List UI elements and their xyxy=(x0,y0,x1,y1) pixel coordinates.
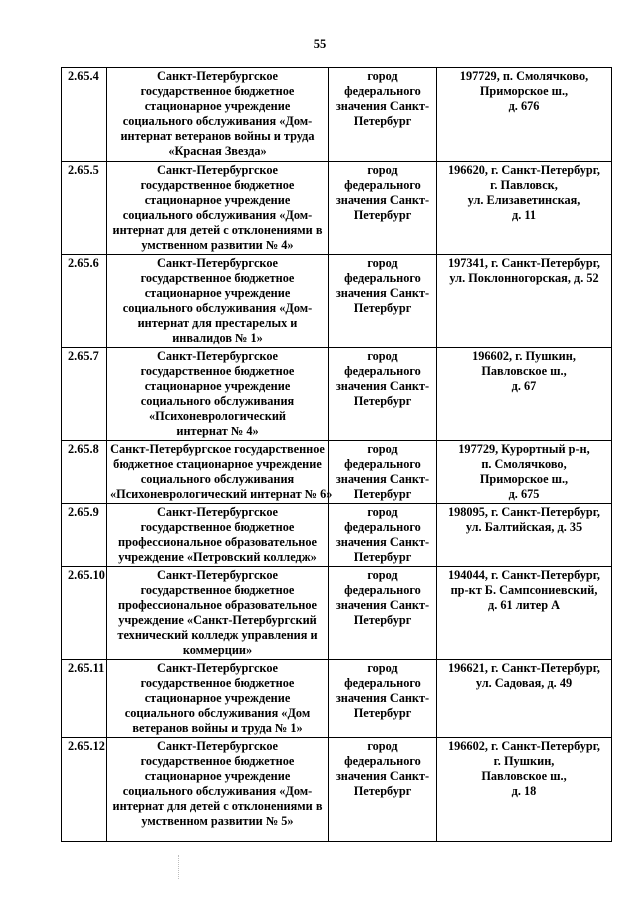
address-line: 194044, г. Санкт-Петербург, xyxy=(447,568,601,582)
table-row xyxy=(62,162,612,255)
address-line: д. 676 xyxy=(508,99,540,113)
institution-name-line: социального обслуживания xyxy=(140,394,295,408)
address-line: д. 61 литер А xyxy=(487,598,561,612)
city-type-line: Петербург xyxy=(353,394,412,408)
institution-name-line: стационарное учреждение xyxy=(144,286,291,300)
institution-name-line: интернат № 4» xyxy=(176,424,259,438)
institution-name-line: интернат для престарелых и xyxy=(137,316,298,330)
city-type-cell xyxy=(329,441,437,504)
institution-name-line: «Красная Звезда» xyxy=(168,144,267,158)
address-line: 197729, п. Смолячково, xyxy=(459,69,589,83)
address-line: 196620, г. Санкт-Петербург, xyxy=(447,163,601,177)
address-line: 196621, г. Санкт-Петербург, xyxy=(447,661,601,675)
city-type-line: город xyxy=(367,661,398,675)
address-line: Павловское ш., xyxy=(481,769,567,783)
table-row xyxy=(62,441,612,504)
institution-name-line: Санкт-Петербургское государственное xyxy=(110,442,325,456)
city-type-line: значения Санкт- xyxy=(335,472,430,486)
city-type-line: федерального xyxy=(344,84,421,98)
table-row xyxy=(62,348,612,441)
address-line: д. 11 xyxy=(512,208,536,222)
city-type-line: Петербург xyxy=(353,550,412,564)
table-row xyxy=(62,68,612,162)
address-line: д. 18 xyxy=(511,784,537,798)
institution-name-line: государственное бюджетное xyxy=(140,676,295,690)
address-cell xyxy=(437,660,612,738)
institution-name-line: технический колледж управления и xyxy=(117,628,318,642)
city-type-line: город xyxy=(367,69,398,83)
institution-name-line: учреждение «Санкт-Петербургский xyxy=(118,613,317,627)
institution-name-line: социального обслуживания «Дом xyxy=(124,706,311,720)
institution-name-line: стационарное учреждение xyxy=(144,193,291,207)
row-number: 2.65.12 xyxy=(62,738,107,842)
address-cell xyxy=(437,567,612,660)
scan-mark xyxy=(178,855,181,879)
city-type-line: федерального xyxy=(344,676,421,690)
table-body xyxy=(62,68,612,842)
city-type-line: значения Санкт- xyxy=(335,379,430,393)
address-cell xyxy=(437,68,612,162)
address-line: 196602, г. Санкт-Петербург, xyxy=(447,739,601,753)
address-line: г. Павловск, xyxy=(490,178,558,192)
institution-name-line: коммерции» xyxy=(182,643,253,657)
city-type-line: Петербург xyxy=(353,706,412,720)
address-line: 196602, г. Пушкин, xyxy=(472,349,576,363)
address-cell xyxy=(437,162,612,255)
city-type-line: федерального xyxy=(344,520,421,534)
city-type-line: Петербург xyxy=(353,613,412,627)
city-type-cell xyxy=(329,162,437,255)
institution-name-line: «Психоневрологический xyxy=(148,409,287,423)
address-line: г. Пушкин, xyxy=(493,754,555,768)
institution-name-line: Санкт-Петербургское xyxy=(157,69,278,83)
city-type-line: Петербург xyxy=(353,301,412,315)
institution-name-line: стационарное учреждение xyxy=(144,99,291,113)
address-cell xyxy=(437,441,612,504)
address-cell xyxy=(437,504,612,567)
institution-name-line: социального обслуживания xyxy=(140,472,295,486)
city-type-line: федерального xyxy=(344,178,421,192)
city-type-line: город xyxy=(367,739,398,753)
city-type-cell xyxy=(329,660,437,738)
city-type-line: город xyxy=(367,163,398,177)
row-number: 2.65.7 xyxy=(62,348,107,441)
address-line: ул. Елизаветинская, xyxy=(467,193,581,207)
city-type-line: Петербург xyxy=(353,784,412,798)
institution-name-cell xyxy=(107,660,329,738)
address-line: пр-кт Б. Сампсониевский, xyxy=(450,583,598,597)
institution-name-line: стационарное учреждение xyxy=(144,691,291,705)
address-cell xyxy=(437,348,612,441)
city-type-line: город xyxy=(367,568,398,582)
institution-name-line: Санкт-Петербургское xyxy=(157,349,278,363)
city-type-cell xyxy=(329,738,437,842)
page-number: 55 xyxy=(313,37,327,51)
row-number: 2.65.8 xyxy=(62,441,107,504)
city-type-line: федерального xyxy=(344,271,421,285)
institution-name-line: «Психоневрологический интернат № 6» xyxy=(110,487,333,501)
institution-name-line: Санкт-Петербургское xyxy=(157,568,278,582)
institution-name-line: ветеранов войны и труда № 1» xyxy=(132,721,303,735)
address-line: ул. Балтийская, д. 35 xyxy=(465,520,583,534)
institution-name-line: профессиональное образовательное xyxy=(118,535,317,549)
institution-name-line: Санкт-Петербургское xyxy=(157,163,278,177)
row-number: 2.65.4 xyxy=(62,68,107,162)
address-line: д. 67 xyxy=(511,379,537,393)
institution-name-line: Санкт-Петербургское xyxy=(157,256,278,270)
row-number: 2.65.9 xyxy=(62,504,107,567)
institution-name-cell xyxy=(107,441,333,504)
institutions-table xyxy=(61,67,612,842)
city-type-cell xyxy=(329,504,437,567)
institution-name-line: социального обслуживания «Дом- xyxy=(122,208,313,222)
institution-name-line: бюджетное стационарное учреждение xyxy=(113,457,322,471)
city-type-line: значения Санкт- xyxy=(335,535,430,549)
city-type-line: Петербург xyxy=(353,208,412,222)
institution-name-line: умственном развитии № 5» xyxy=(141,814,294,828)
table-row xyxy=(62,504,612,567)
city-type-line: федерального xyxy=(344,364,421,378)
institution-name-line: социального обслуживания «Дом- xyxy=(122,784,313,798)
city-type-line: федерального xyxy=(344,457,421,471)
city-type-cell xyxy=(329,255,437,348)
institution-name-line: инвалидов № 1» xyxy=(172,331,263,345)
city-type-line: город xyxy=(367,256,398,270)
city-type-line: значения Санкт- xyxy=(335,286,430,300)
city-type-line: город xyxy=(367,505,398,519)
institution-name-line: Санкт-Петербургское xyxy=(157,505,278,519)
address-line: 198095, г. Санкт-Петербург, xyxy=(447,505,601,519)
table-row xyxy=(62,567,612,660)
address-line: 197729, Курортный р-н, xyxy=(458,442,590,456)
institution-name-cell xyxy=(107,162,329,255)
institution-name-line: Санкт-Петербургское xyxy=(157,661,278,675)
institution-name-cell xyxy=(107,567,329,660)
city-type-cell xyxy=(329,567,437,660)
institution-name-line: интернат ветеранов войны и труда xyxy=(120,129,315,143)
institution-name-line: государственное бюджетное xyxy=(140,178,295,192)
city-type-line: федерального xyxy=(344,754,421,768)
institution-name-cell xyxy=(107,348,329,441)
address-line: д. 675 xyxy=(508,487,540,501)
address-line: п. Смолячково, xyxy=(481,457,567,471)
address-cell xyxy=(437,738,612,842)
institution-name-line: государственное бюджетное xyxy=(140,84,295,98)
address-line: Приморское ш., xyxy=(479,472,569,486)
institution-name-line: интернат для детей с отклонениями в xyxy=(112,223,323,237)
institution-name-line: государственное бюджетное xyxy=(140,271,295,285)
city-type-line: Петербург xyxy=(353,487,412,501)
address-line: Приморское ш., xyxy=(479,84,569,98)
city-type-cell xyxy=(329,348,437,441)
institution-name-line: стационарное учреждение xyxy=(144,769,291,783)
address-line: ул. Садовая, д. 49 xyxy=(475,676,573,690)
city-type-line: значения Санкт- xyxy=(335,691,430,705)
address-line: 197341, г. Санкт-Петербург, xyxy=(447,256,601,270)
city-type-line: значения Санкт- xyxy=(335,769,430,783)
city-type-line: Петербург xyxy=(353,114,412,128)
table-row xyxy=(62,738,612,842)
institution-name-cell xyxy=(107,738,329,842)
city-type-line: город xyxy=(367,349,398,363)
row-number: 2.65.6 xyxy=(62,255,107,348)
institution-name-line: профессиональное образовательное xyxy=(118,598,317,612)
institution-name-line: Санкт-Петербургское xyxy=(157,739,278,753)
row-number: 2.65.11 xyxy=(62,660,107,738)
institution-name-line: государственное бюджетное xyxy=(140,754,295,768)
city-type-line: город xyxy=(367,442,398,456)
address-cell xyxy=(437,255,612,348)
institution-name-line: учреждение «Петровский колледж» xyxy=(118,550,317,564)
city-type-line: значения Санкт- xyxy=(335,99,430,113)
city-type-line: значения Санкт- xyxy=(335,598,430,612)
institution-name-line: государственное бюджетное xyxy=(140,520,295,534)
table-row xyxy=(62,660,612,738)
city-type-line: федерального xyxy=(344,583,421,597)
institution-name-line: стационарное учреждение xyxy=(144,379,291,393)
institution-name-line: государственное бюджетное xyxy=(140,583,295,597)
institution-name-cell xyxy=(107,68,329,162)
institution-name-line: интернат для детей с отклонениями в xyxy=(112,799,323,813)
institution-name-line: государственное бюджетное xyxy=(140,364,295,378)
row-number: 2.65.10 xyxy=(62,567,107,660)
city-type-cell xyxy=(329,68,437,162)
table-row xyxy=(62,255,612,348)
institution-name-line: социального обслуживания «Дом- xyxy=(122,301,313,315)
city-type-line: значения Санкт- xyxy=(335,193,430,207)
address-line: ул. Поклонногорская, д. 52 xyxy=(449,271,599,285)
institution-name-line: социального обслуживания «Дом- xyxy=(122,114,313,128)
institution-name-cell xyxy=(107,255,329,348)
row-number: 2.65.5 xyxy=(62,162,107,255)
address-line: Павловское ш., xyxy=(481,364,567,378)
institution-name-cell xyxy=(107,504,329,567)
institution-name-line: умственном развитии № 4» xyxy=(141,238,294,252)
